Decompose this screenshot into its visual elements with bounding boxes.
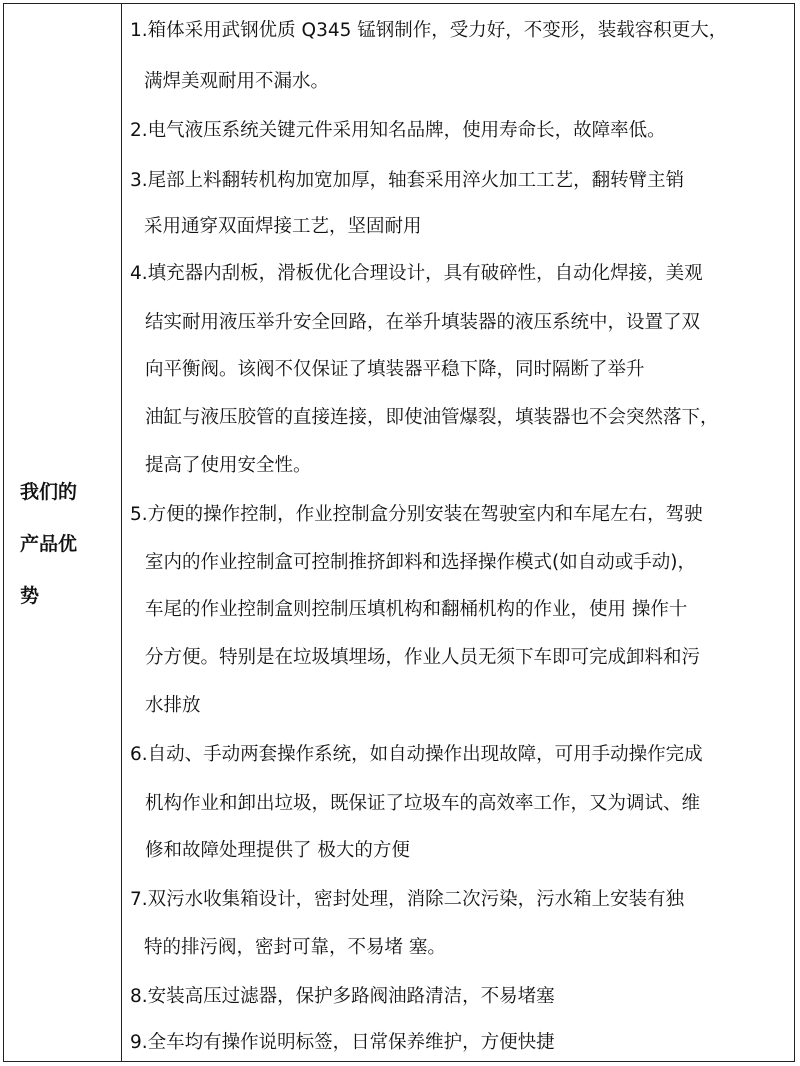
product-advantages-table xyxy=(3,3,795,1062)
item-5-line-4: 分方便。特别是在垃圾填埋场，作业人员无须下车即可完成卸料和污 xyxy=(145,647,701,668)
item-4-line-3: 向平衡阀。该阀不仅保证了填装器平稳下降，同时隔断了举升 xyxy=(145,359,645,380)
item-4-line-4: 油缸与液压胶管的直接连接，即使油管爆裂，填装器也不会突然落下， xyxy=(145,407,719,428)
item-6-line-1: 6.自动、手动两套操作系统，如自动操作出现故障，可用手动操作完成 xyxy=(130,744,703,765)
advantages-list xyxy=(122,4,794,1061)
item-9-line-1: 9.全车均有操作说明标签，日常保养维护，方便快捷 xyxy=(130,1032,555,1053)
item-5-line-2: 室内的作业控制盒可控制推挤卸料和选择操作模式(如自动或手动)， xyxy=(145,552,696,573)
item-7-line-2: 特的排污阀，密封可靠，不易堵 塞。 xyxy=(144,937,446,958)
item-6-line-2: 机构作业和卸出垃圾，既保证了垃圾车的高效率工作，又为调试、维 xyxy=(145,793,701,814)
item-2-line-1: 2.电气液压系统关键元件采用知名品牌，使用寿命长，故障率低。 xyxy=(130,120,666,141)
section-label-line: 我们的 xyxy=(20,481,78,503)
section-label-line: 势 xyxy=(20,585,40,607)
item-7-line-1: 7.双污水收集箱设计，密封处理，消除二次污染，污水箱上安装有独 xyxy=(130,889,685,910)
item-5-line-3: 车尾的作业控制盒则控制压填机构和翻桶机构的作业，使用 操作十 xyxy=(145,599,688,620)
section-label xyxy=(20,466,110,622)
item-8-line-1: 8.安装高压过滤器，保护多路阀油路清洁，不易堵塞 xyxy=(130,986,555,1007)
item-5-line-1: 5.方便的操作控制，作业控制盒分别安装在驾驶室内和车尾左右，驾驶 xyxy=(130,504,703,525)
item-3-line-2: 采用通穿双面焊接工艺，坚固耐用 xyxy=(144,216,422,237)
item-3-line-1: 3.尾部上料翻转机构加宽加厚，轴套采用淬火加工工艺，翻转臂主销 xyxy=(130,170,685,191)
item-4-line-5: 提高了使用安全性。 xyxy=(145,455,312,476)
item-1-line-2: 满焊美观耐用不漏水。 xyxy=(144,71,330,92)
section-label-cell xyxy=(4,4,122,1061)
item-4-line-1: 4.填充器内刮板，滑板优化合理设计，具有破碎性，自动化焊接，美观 xyxy=(130,263,703,284)
item-5-line-5: 水排放 xyxy=(145,695,201,716)
item-4-line-2: 结实耐用液压举升安全回路，在举升填装器的液压系统中，设置了双 xyxy=(145,312,701,333)
item-1-line-1: 1.箱体采用武钢优质 Q345 锰钢制作，受力好，不变形，装载容积更大， xyxy=(130,20,728,41)
section-label-line: 产品优 xyxy=(20,533,78,555)
item-6-line-3: 修和故障处理提供了 极大的方便 xyxy=(145,840,410,861)
